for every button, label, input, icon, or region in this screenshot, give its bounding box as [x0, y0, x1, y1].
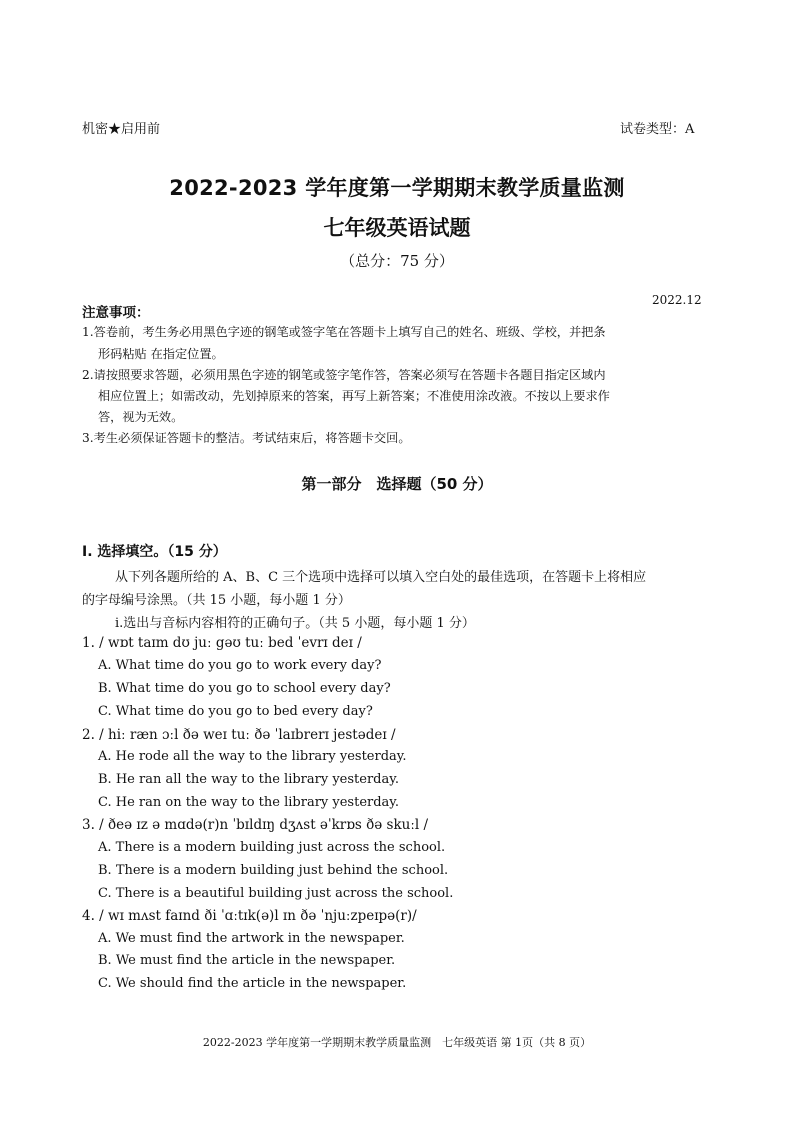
notice-line: 相应位置上；如需改动，先划掉原来的答案，再写上新答案；不准使用涂改液。不按以上要求作	[98, 389, 610, 403]
confidentiality-label: 机密★启用前	[82, 122, 161, 137]
option-c: C. There is a beautiful building just across the school.	[98, 886, 454, 901]
option-b: B. There is a modern building just behind the school.	[98, 863, 449, 878]
section-instruction-cont: 的字母编号涂黑。（共 15 小题，每小题 1 分）	[82, 593, 351, 608]
question-stem: 3. / ðeə ɪz ə mɑdə(r)n ˈbɪldɪŋ dʒʌst əˈkrɒs ðə skuːl /	[82, 817, 429, 833]
notice-line: 3.考生必须保证答题卡的整洁。考试结束后，将答题卡交回。	[82, 431, 411, 445]
option-b: B. We must find the article in the newspaper.	[98, 953, 396, 968]
notice-line: 1.答卷前，考生务必用黑色字迹的钢笔或签字笔在答题卡上填写自己的姓名、班级、学校，并把条	[82, 325, 606, 339]
option-a: A. We must find the artwork in the newspaper.	[98, 931, 405, 946]
paper-type-label: 试卷类型：A	[620, 122, 695, 137]
option-a: A. What time do you go to work every day?	[98, 658, 382, 673]
option-a: A. He rode all the way to the library yesterday.	[98, 749, 407, 764]
exam-title: 2022-2023 学年度第一学期期末教学质量监测	[169, 176, 625, 200]
option-c: C. We should find the article in the newspaper.	[98, 976, 407, 991]
notice-line: 2.请按照要求答题，必须用黑色字迹的钢笔或签字笔作答，答案必须写在答题卡各题目指定区域内	[82, 368, 606, 382]
subsection-instruction: i.选出与音标内容相符的正确句子。（共 5 小题，每小题 1 分）	[115, 616, 475, 631]
question-stem: 2. / hiː ræn ɔːl ðə weɪ tuː ðə ˈlaɪbrerɪ jestədeɪ /	[82, 727, 396, 743]
question-stem: 4. / wɪ mʌst faɪnd ði ˈɑːtɪk(ə)l ɪn ðə ˈnjuːzpeɪpə(r)/	[82, 908, 417, 924]
question-stem: 1. / wɒt taɪm dʊ juː gəʊ tuː bed ˈevrɪ deɪ /	[82, 635, 362, 651]
option-c: C. He ran on the way to the library yesterday.	[98, 795, 400, 810]
notice-line: 答，视为无效。	[98, 410, 184, 424]
notice-line: 形码粘贴 在指定位置。	[98, 347, 224, 361]
part-heading: 第一部分 选择题（50 分）	[301, 475, 493, 493]
option-b: B. He ran all the way to the library yesterday.	[98, 772, 399, 787]
notice-heading: 注意事项：	[82, 305, 150, 321]
page-footer: 2022-2023 学年度第一学期期末教学质量监测 七年级英语 第 1页（共 8 页）	[202, 1036, 592, 1049]
exam-date: 2022.12	[652, 293, 702, 307]
section-instruction: 从下列各题所给的 A、B、C 三个选项中选择可以填入空白处的最佳选项，在答题卡上将相应	[115, 570, 647, 585]
section-heading: I. 选择填空。（15 分）	[82, 544, 227, 560]
option-b: B. What time do you go to school every day?	[98, 681, 391, 696]
exam-subtitle: 七年级英语试题	[323, 216, 471, 240]
option-c: C. What time do you go to bed every day?	[98, 704, 373, 719]
total-score: （总分：75 分）	[340, 252, 454, 270]
option-a: A. There is a modern building just across the school.	[98, 840, 446, 855]
